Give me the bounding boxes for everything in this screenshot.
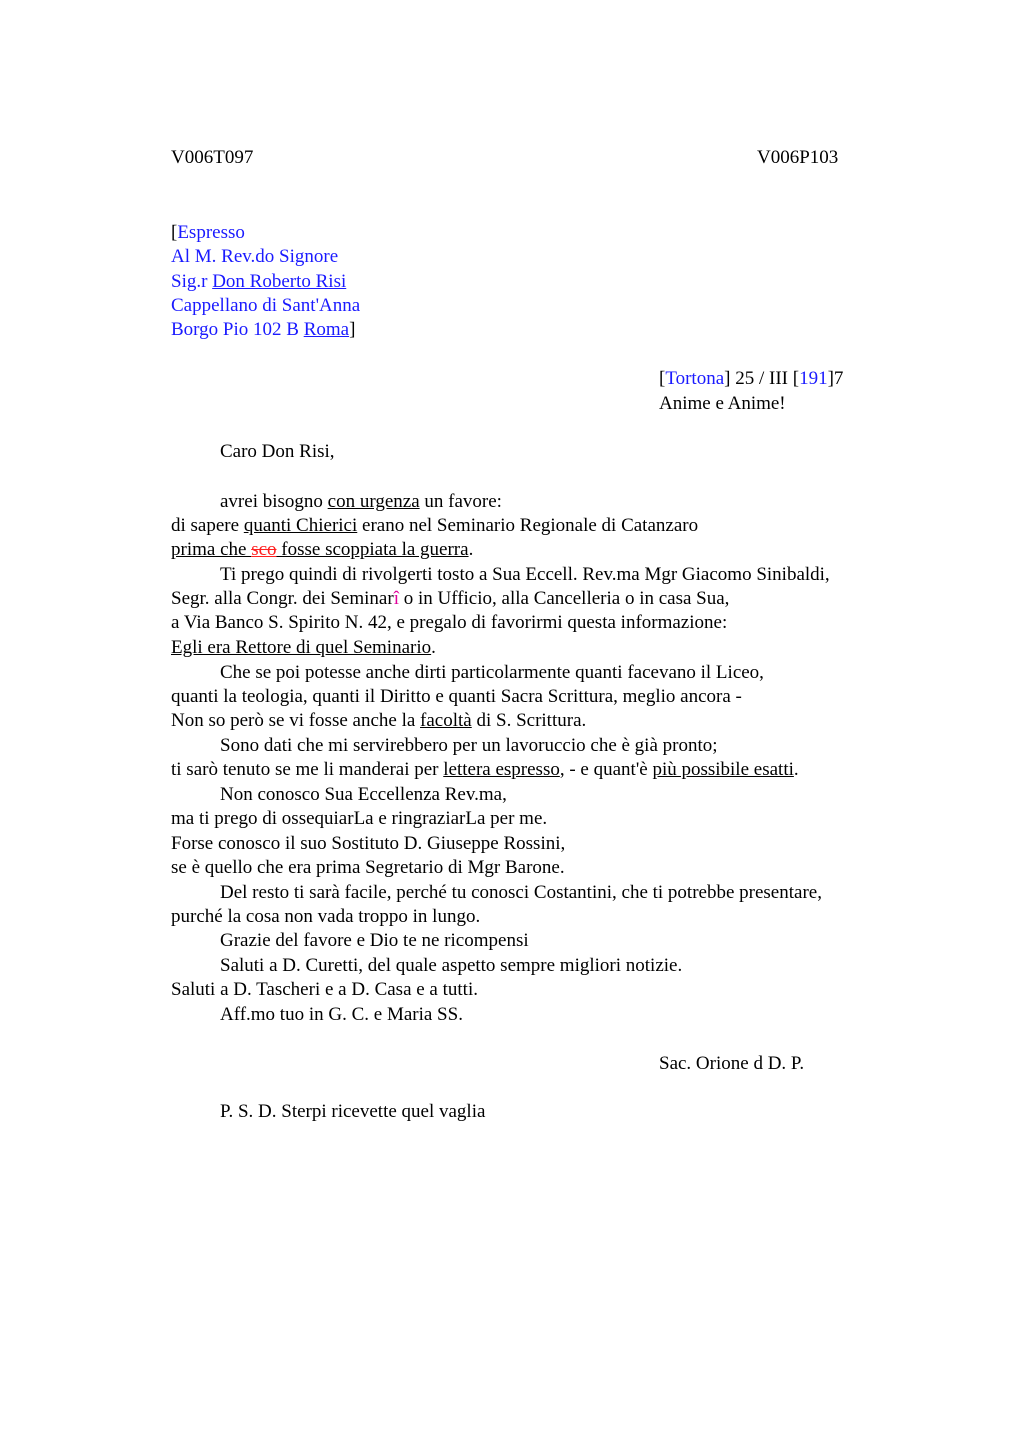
body-line-15: Forse conosco il suo Sostituto D. Giuseppe Rossini, bbox=[171, 833, 566, 854]
body-line-4: Ti prego quindi di rivolgerti tosto a Sua Eccell. Rev.ma Mgr Giacomo Sinibaldi, bbox=[220, 564, 830, 585]
deleted-text: sco bbox=[251, 539, 277, 560]
address-street: Borgo Pio 102 B bbox=[171, 319, 304, 340]
address-recipient-name: Don Roberto Risi bbox=[212, 271, 347, 292]
underlined-text: più possibile esatti bbox=[652, 759, 794, 780]
text: di sapere bbox=[171, 515, 244, 536]
editorial-mark: î bbox=[393, 588, 399, 609]
dateline-year: 191 bbox=[799, 368, 828, 389]
text: Non so però se vi fosse anche la bbox=[171, 710, 421, 731]
bracket-close: ] bbox=[349, 319, 356, 340]
document-code-right: V006P103 bbox=[757, 147, 839, 168]
text: . bbox=[468, 539, 474, 560]
text: ti sarò tenuto se me li manderai per bbox=[171, 759, 444, 780]
text: un favore: bbox=[419, 491, 502, 512]
body-line-10 bbox=[171, 709, 586, 733]
body-line-1 bbox=[220, 490, 502, 514]
text: . bbox=[431, 637, 436, 658]
text: erano nel Seminario Regionale di Catanzaro bbox=[357, 515, 699, 536]
address-line-4: Cappellano di Sant'Anna bbox=[171, 295, 361, 316]
salutation: Caro Don Risi, bbox=[220, 441, 335, 462]
body-line-14: ma ti prego di ossequiarLa e ringraziarLa per me. bbox=[171, 808, 548, 829]
text: , - e quant'è bbox=[559, 759, 653, 780]
text: . bbox=[793, 759, 799, 780]
body-line-11: Sono dati che mi servirebbero per un lavoruccio che è già pronto; bbox=[220, 735, 718, 756]
body-line-17: Del resto ti sarà facile, perché tu conosci Costantini, che ti potrebbe presentare, bbox=[220, 882, 822, 903]
body-line-21: Saluti a D. Tascheri e a D. Casa e a tutti. bbox=[171, 979, 478, 1000]
body-line-16: se è quello che era prima Segretario di Mgr Barone. bbox=[171, 857, 565, 878]
body-line-19: Grazie del favore e Dio te ne ricompensi bbox=[220, 930, 529, 951]
text: Segr. alla Congr. dei Seminar bbox=[171, 588, 394, 609]
text: avrei bisogno bbox=[220, 491, 328, 512]
body-line-8: Che se poi potesse anche dirti particolarmente quanti facevano il Liceo, bbox=[220, 662, 764, 683]
underlined-text: quanti Chierici bbox=[243, 515, 358, 536]
motto: Anime e Anime! bbox=[659, 393, 786, 414]
document-code-left: V006T097 bbox=[171, 147, 254, 168]
postscript: P. S. D. Sterpi ricevette quel vaglia bbox=[220, 1101, 486, 1122]
address-line-1 bbox=[171, 221, 245, 245]
body-line-3 bbox=[171, 538, 473, 562]
body-line-18: purché la cosa non vada troppo in lungo. bbox=[171, 906, 481, 927]
underlined-text: con urgenza bbox=[327, 491, 420, 512]
body-line-12 bbox=[171, 758, 799, 782]
address-line-3 bbox=[171, 270, 346, 294]
signature: Sac. Orione d D. P. bbox=[659, 1053, 805, 1074]
body-line-20: Saluti a D. Curetti, del quale aspetto sempre migliori notizie. bbox=[220, 955, 683, 976]
underlined-text: lettera espresso bbox=[443, 759, 560, 780]
body-line-7 bbox=[171, 636, 436, 660]
address-espresso: Espresso bbox=[177, 222, 245, 243]
underlined-text: prima che bbox=[171, 539, 252, 560]
underlined-text: facoltà bbox=[420, 710, 472, 731]
body-line-22: Aff.mo tuo in G. C. e Maria SS. bbox=[220, 1004, 463, 1025]
text: o in Ufficio, alla Cancelleria o in casa Sua, bbox=[398, 588, 730, 609]
body-line-5 bbox=[171, 587, 729, 611]
dateline-date: ] 25 / III [ bbox=[724, 368, 800, 389]
dateline-place: Tortona bbox=[665, 368, 725, 389]
dateline-close: ]7 bbox=[827, 368, 844, 389]
body-line-13: Non conosco Sua Eccellenza Rev.ma, bbox=[220, 784, 507, 805]
address-title: Sig.r bbox=[171, 271, 213, 292]
address-city: Roma bbox=[303, 319, 350, 340]
body-line-2 bbox=[171, 514, 698, 538]
dateline bbox=[659, 367, 843, 391]
underlined-text: Egli era Rettore di quel Seminario bbox=[171, 637, 432, 658]
bracket-open: [ bbox=[171, 222, 178, 243]
address-line-5 bbox=[171, 318, 355, 342]
underlined-text: fosse scoppiata la guerra bbox=[276, 539, 469, 560]
body-line-9: quanti la teologia, quanti il Diritto e quanti Sacra Scrittura, meglio ancora - bbox=[171, 686, 742, 707]
address-line-2: Al M. Rev.do Signore bbox=[171, 246, 339, 267]
text: di S. Scrittura. bbox=[471, 710, 587, 731]
dateline-open: [ bbox=[659, 368, 666, 389]
body-line-6: a Via Banco S. Spirito N. 42, e pregalo di favorirmi questa informazione: bbox=[171, 612, 728, 633]
